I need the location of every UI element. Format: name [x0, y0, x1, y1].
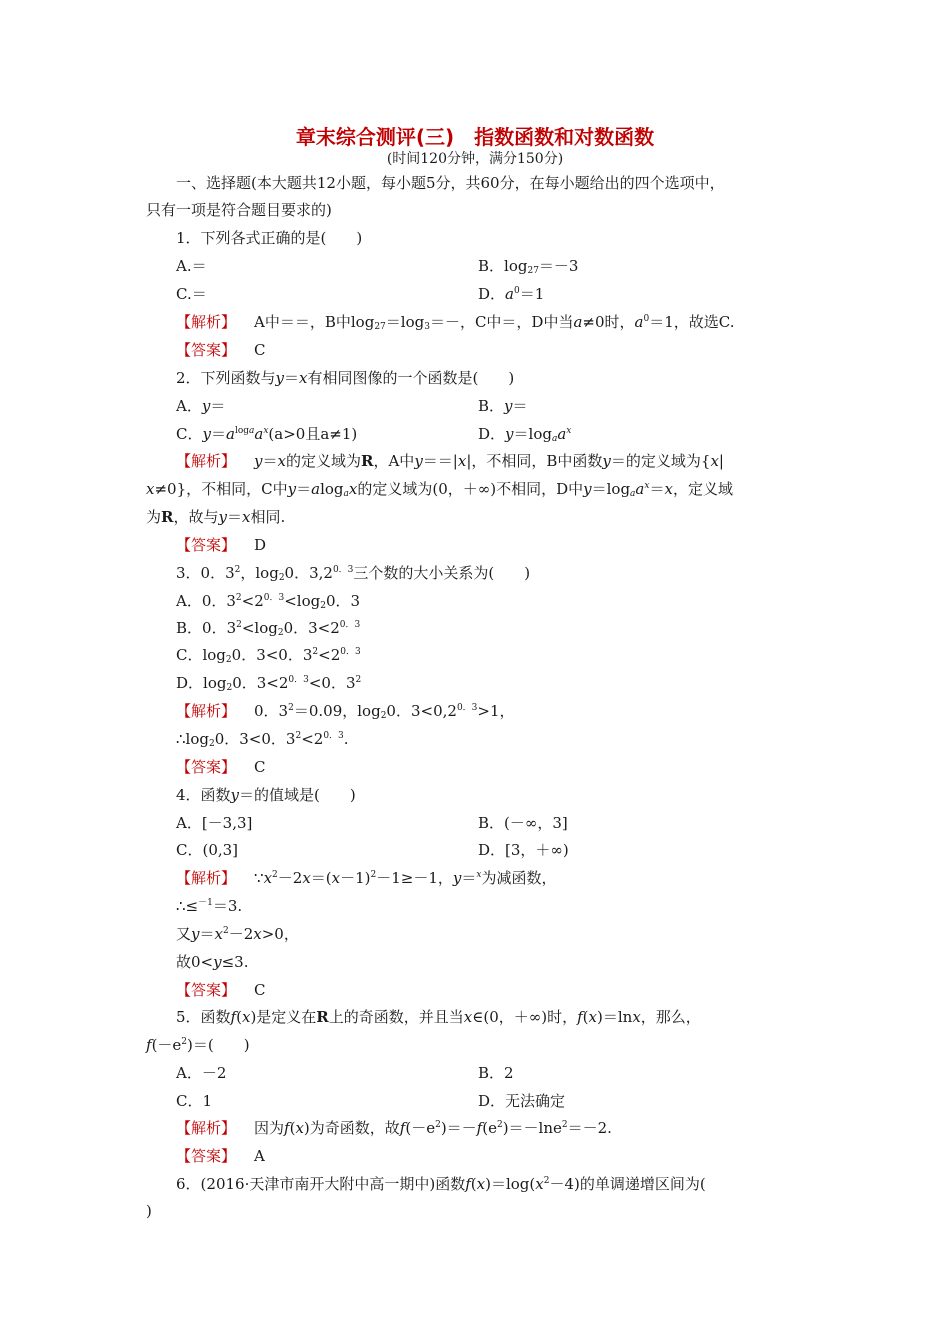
page-title: 章末综合测评(三) 指数函数和对数函数	[295, 125, 655, 149]
q5-option-b: B．2	[478, 1064, 514, 1082]
q4-option-b: B．(－∞，3]	[478, 814, 568, 832]
q2-answer: 【答案】 D	[176, 536, 267, 554]
q4-option-d: D．[3，＋∞)	[478, 841, 569, 859]
q1-analysis: 【解析】 A中＝＝，B中$\log_{27}=\log_3=-$，C中＝，D中当a≠0时，$a^0=1$，故选C.	[176, 313, 735, 332]
section-intro-line1: 一、选择题(本大题共12小题，每小题5分，共60分，在每小题给出的四个选项中，	[176, 174, 725, 192]
q1-answer: 【答案】 C	[176, 341, 266, 359]
q2-analysis-line3: 为R，故与y＝x相同.	[146, 508, 286, 526]
q5-analysis: 【解析】 因为f(x)为奇函数，故$f(-e^2)=-f(e^2)=-\ln e^2=-2$.	[176, 1119, 612, 1137]
section-intro-line2: 只有一项是符合题目要求的)	[146, 201, 332, 219]
q1-option-d: D．$a^0=1$	[478, 285, 545, 303]
q3-analysis-line2: $\therefore\log_20$．3<0．$3^2<2^{0.3}$.	[176, 730, 349, 749]
q4-analysis-line3: 又$y=x^2-2x>0$，	[176, 925, 299, 943]
q1-option-c: C.＝	[176, 285, 207, 303]
q5-answer: 【答案】 A	[176, 1147, 265, 1165]
q3-analysis-line1: 【解析】 0．$3^2=0.09$，$\log_20$．$3<0,2^{0.3}>1$，	[176, 702, 515, 721]
q5-option-c: C．1	[176, 1092, 213, 1110]
q2-stem: 2．下列函数与y＝x有相同图像的一个函数是( )	[176, 369, 515, 387]
q2-option-a: A．y＝	[176, 397, 226, 415]
q2-option-c: C．$y=a^{loga}a^x(a>0$且a≠1)	[176, 425, 358, 443]
q3-option-a: A．0．$3^2<2^{0.3}<\log_20$．3	[176, 592, 361, 611]
q4-analysis-line2: ∴≤$^{-1}$＝3.	[176, 897, 243, 915]
q3-option-d: D．$\log_20$．$3<2^{0.3}<0$．$3^2$	[176, 674, 362, 693]
q2-analysis-line1: 【解析】 y＝x的定义域为R，A中y＝＝|x|，不相同，B中函数y＝的定义域为{x|	[176, 452, 724, 470]
q6-stem-line2: )	[146, 1202, 152, 1220]
q4-option-c: C．(0,3]	[176, 841, 239, 859]
q6-stem-line1: 6．(2016·天津市南开大附中高一期中)函数$f(x)=\log(x^2-4)$的单调递增区间为(	[176, 1175, 706, 1193]
q2-analysis-line2: x≠0}，不相同，C中y＝alog$_a$x的定义域为(0，＋∞)不相同，D中$y=\log_aa^x=x$，定义域	[146, 480, 733, 499]
q5-stem-line1: 5．函数f(x)是定义在R上的奇函数，并且当x∈(0，＋∞)时，f(x)＝lnx，那么，	[176, 1008, 701, 1026]
q5-option-d: D．无法确定	[478, 1092, 566, 1110]
q4-analysis-line4: 故0<y≤3.	[176, 953, 249, 971]
q4-analysis-line1: 【解析】 $\because x^2-2x=(x-1)^2-1\ge-1$，y＝$^x$为减函数，	[176, 869, 557, 887]
q3-stem: 3．0．$3^2$，$\log_20$．$3,2^{0.3}$三个数的大小关系为( )	[176, 564, 531, 583]
q5-stem-line2: $f(-e^2)=$( )	[146, 1036, 250, 1054]
q4-answer: 【答案】 C	[176, 981, 266, 999]
q1-option-b: B．$\log_{27}=-3$	[478, 257, 579, 276]
q4-stem: 4．函数y＝的值域是( )	[176, 786, 356, 804]
q2-option-d: D．$y=\log_aa^x$	[478, 425, 572, 444]
q3-option-c: C．$\log_20$．3<0．$3^2<2^{0.3}$	[176, 646, 361, 665]
page-subtitle: (时间120分钟，满分150分)	[386, 151, 564, 167]
q2-option-b: B．y＝	[478, 397, 528, 415]
q1-stem: 1．下列各式正确的是( )	[176, 229, 363, 247]
q3-option-b: B．0．$3^2<\log_20$．$3<2^{0.3}$	[176, 619, 361, 638]
q4-option-a: A．[－3,3]	[176, 814, 253, 832]
q3-answer: 【答案】 C	[176, 758, 266, 776]
q1-option-a: A.＝	[176, 257, 207, 275]
q5-option-a: A．－2	[176, 1064, 227, 1082]
